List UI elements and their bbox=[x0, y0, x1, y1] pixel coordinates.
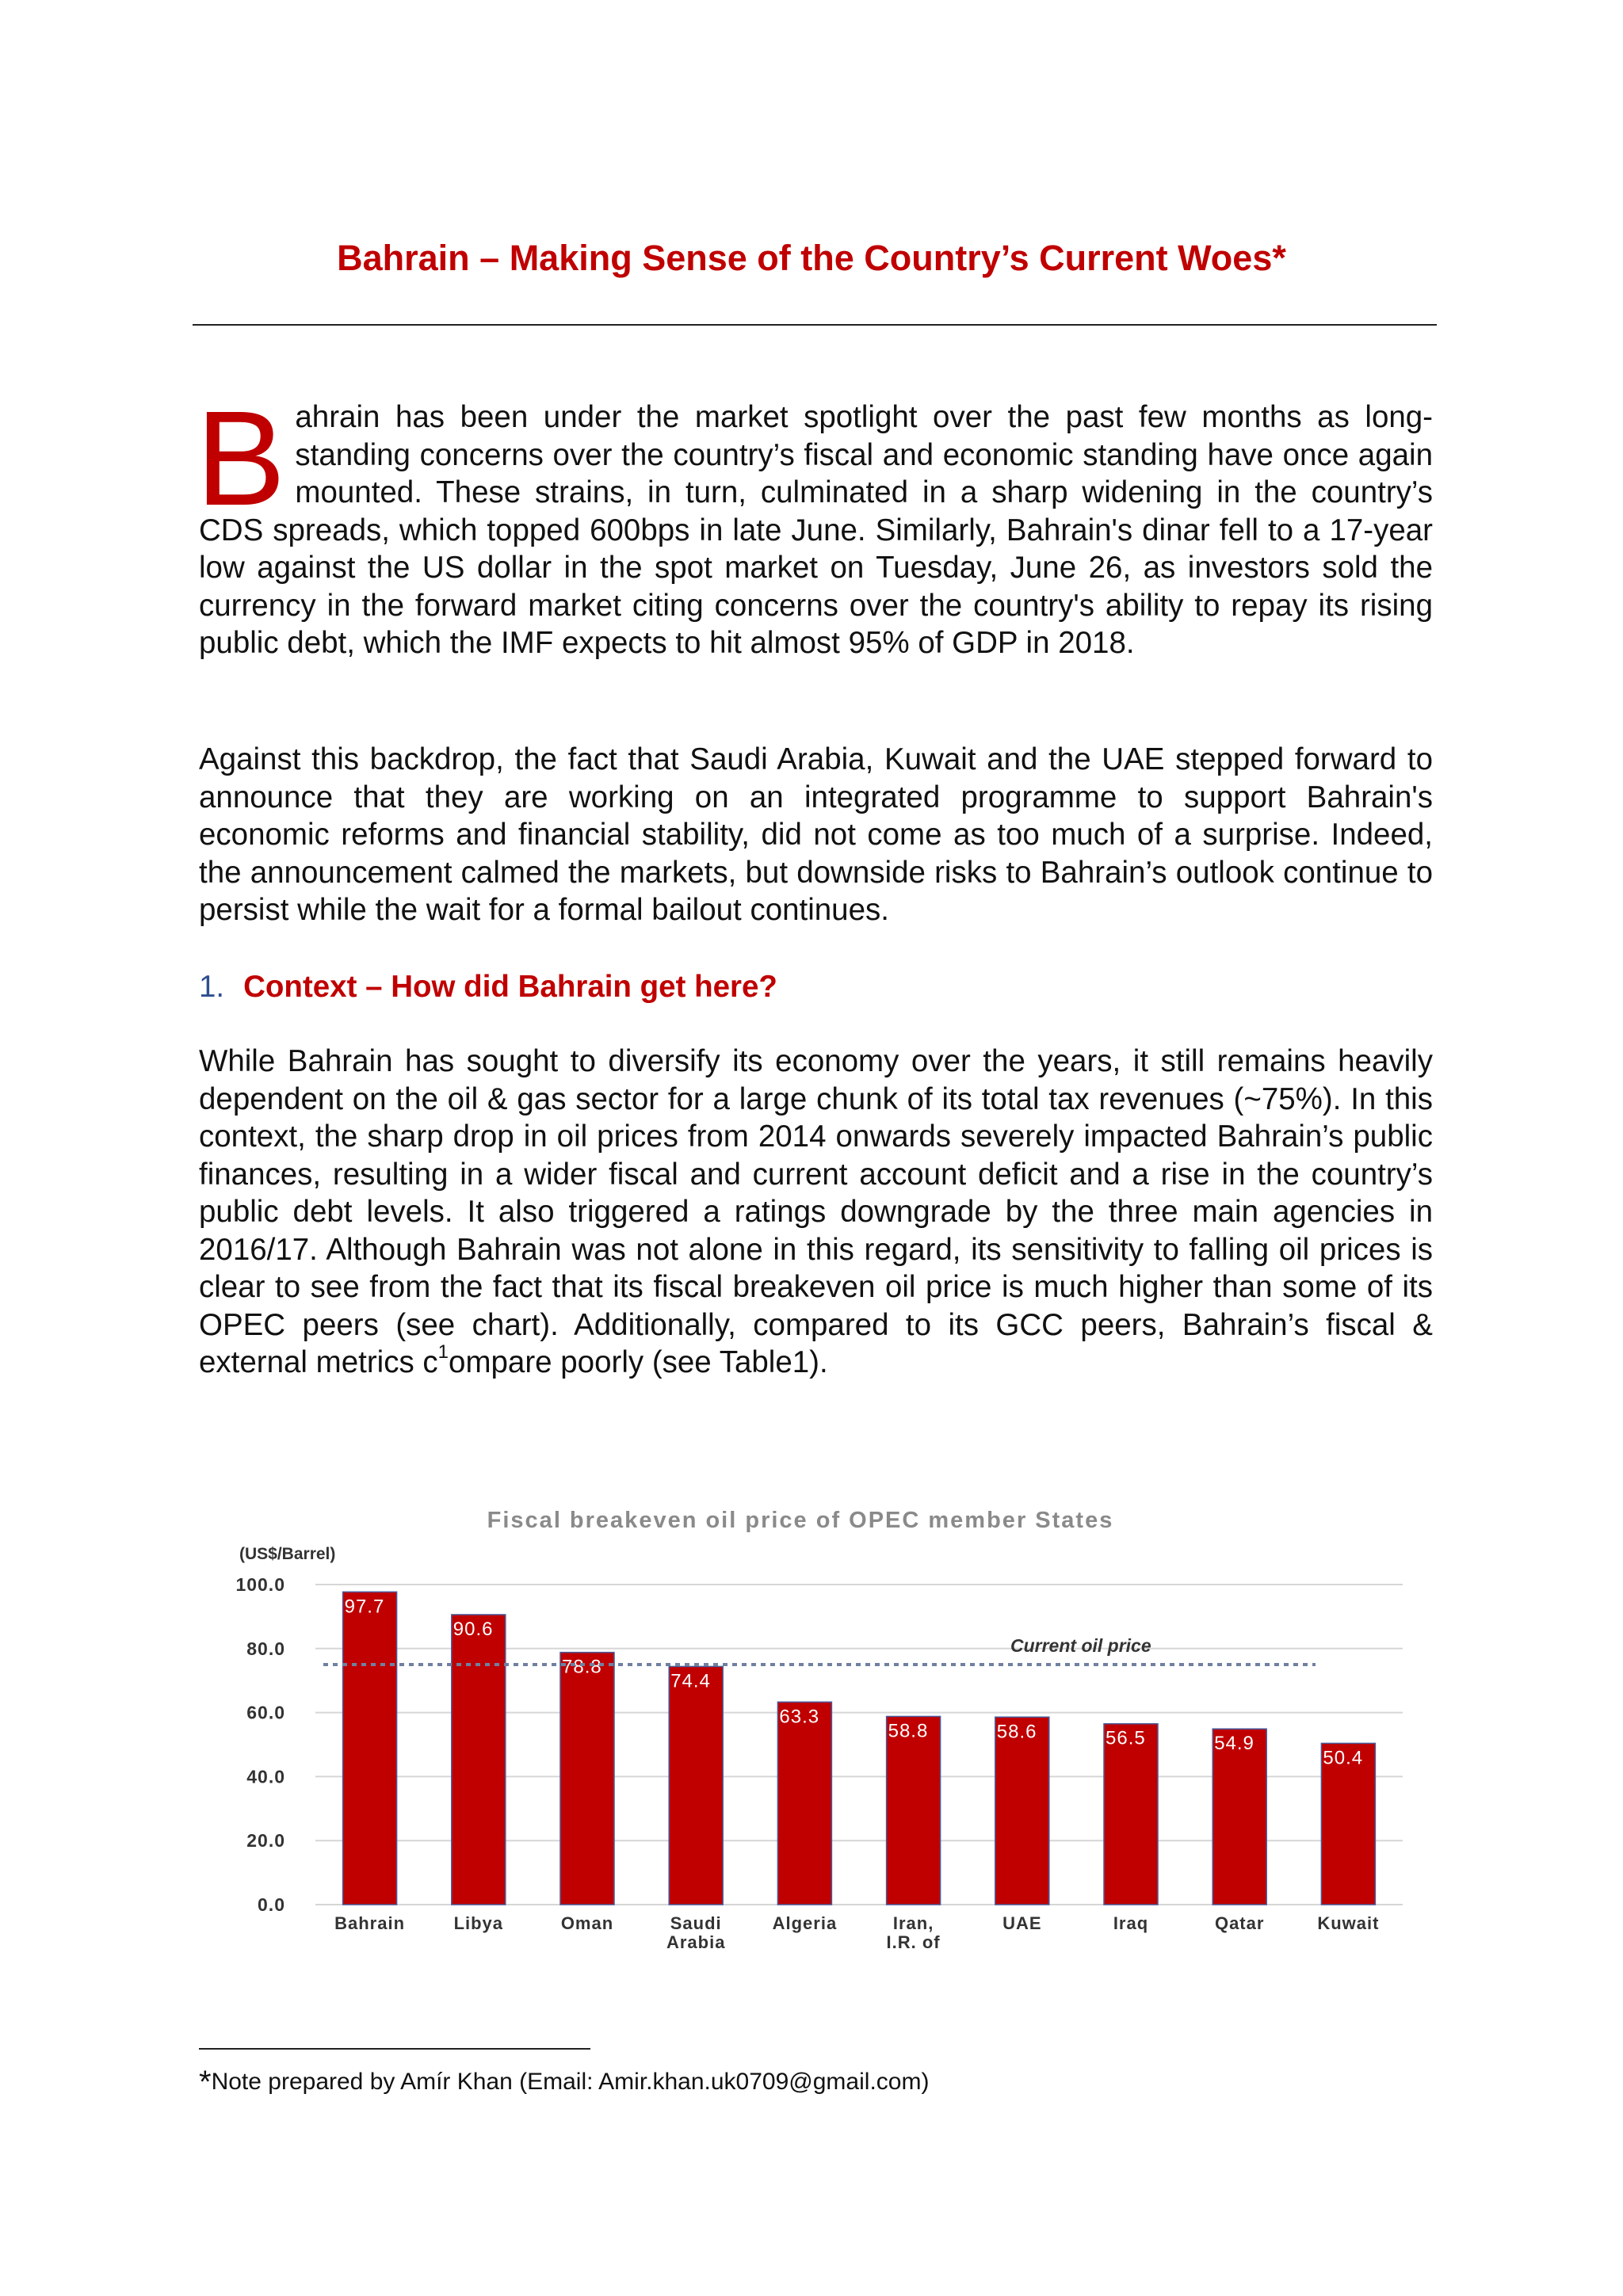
drop-cap: B bbox=[196, 383, 286, 534]
chart-bar bbox=[777, 1702, 831, 1905]
chart-category-label: Saudi bbox=[670, 1913, 722, 1933]
footnote-marker: * bbox=[199, 2065, 212, 2100]
chart-category-label: I.R. of bbox=[886, 1932, 941, 1952]
chart-category-label: Libya bbox=[453, 1913, 504, 1933]
chart-y-tick-label: 40.0 bbox=[246, 1766, 285, 1787]
chart-y-tick-label: 100.0 bbox=[235, 1574, 285, 1595]
chart-y-tick-label: 60.0 bbox=[246, 1702, 285, 1723]
chart-y-axis-label: (US$/Barrel) bbox=[239, 1545, 336, 1563]
chart-bar-value-label: 78.8 bbox=[562, 1656, 602, 1678]
chart-bar bbox=[343, 1592, 397, 1905]
document-title: Bahrain – Making Sense of the Country’s Current Woes* bbox=[337, 238, 1286, 278]
footnote bbox=[199, 2065, 930, 2100]
title-divider bbox=[193, 324, 1437, 326]
chart-bar-value-label: 56.5 bbox=[1106, 1727, 1146, 1749]
chart-category-label: Oman bbox=[560, 1913, 614, 1933]
chart-category-label: Iran, bbox=[892, 1913, 934, 1933]
section-title: Context – How did Bahrain get here? bbox=[243, 970, 777, 1004]
chart-category-label: Iraq bbox=[1113, 1913, 1149, 1933]
chart-bar-value-label: 63.3 bbox=[779, 1706, 820, 1728]
chart-bar bbox=[887, 1716, 941, 1905]
chart-title: Fiscal breakeven oil price of OPEC member States bbox=[487, 1508, 1114, 1533]
chart-y-tick-label: 80.0 bbox=[246, 1638, 285, 1659]
chart-bar bbox=[995, 1717, 1049, 1905]
chart-category-label: Bahrain bbox=[334, 1913, 406, 1933]
chart-category-label: Kuwait bbox=[1317, 1913, 1380, 1933]
footnote-reference: 1 bbox=[437, 1341, 449, 1363]
chart-category-label: UAE bbox=[1002, 1913, 1042, 1933]
chart-bar-value-label: 58.6 bbox=[996, 1721, 1037, 1743]
chart-bar-value-label: 74.4 bbox=[670, 1670, 711, 1692]
section-heading-context bbox=[199, 968, 777, 1006]
intro-text: ahrain has been under the market spotlight over the past few months as long-standing concerns over the country’s fiscal and economic standing have once again mounted. These strains, in turn, culminated in a sharp widening in the country’s CDS spreads, which topped 600bps in late June. Similarly, Bahrain's dinar fell to a 17-year low against the US dollar in the spot market on Tuesday, June 26, as investors sold the currency in the forward market citing concerns over the country's ability to repay its rising public debt, which the IMF expects to hit almost 95% of GDP in 2018. bbox=[199, 400, 1433, 660]
chart-bar bbox=[560, 1653, 614, 1905]
chart-bar-value-label: 90.6 bbox=[453, 1618, 494, 1640]
chart-bar bbox=[1212, 1729, 1266, 1905]
chart-bar bbox=[452, 1615, 506, 1905]
context-text-after: ompare poorly (see Table1). bbox=[449, 1345, 828, 1379]
chart-category-label: Arabia bbox=[666, 1932, 726, 1952]
backdrop-paragraph: Against this backdrop, the fact that Saudi Arabia, Kuwait and the UAE stepped forward to announce that they are working on an integrated programme to support Bahrain's economic reforms and financial stability, did not come as too much of a surprise. Indeed, the announcement calmed the markets, but downside risks to Bahrain’s outlook continue to persist while the wait for a formal bailout continues. bbox=[199, 742, 1433, 927]
intro-paragraph bbox=[196, 383, 1433, 662]
footnote-text: Note prepared by Amír Khan (Email: Amir.khan.uk0709@gmail.com) bbox=[211, 2069, 930, 2095]
chart-y-tick-label: 0.0 bbox=[258, 1894, 285, 1915]
footnote-divider bbox=[199, 2048, 590, 2050]
chart-bar-value-label: 54.9 bbox=[1214, 1733, 1254, 1755]
context-text-before: While Bahrain has sought to diversify its economy over the years, it still remains heavily dependent on the oil & gas sector for a large chunk of its total tax revenues (~75%). In this context, the sharp drop in oil prices from 2014 onwards severely impacted Bahrain’s public finances, resulting in a wider fiscal and current account deficit and a rise in the country’s public debt levels. It also triggered a ratings downgrade by the three main agencies in 2016/17. Although Bahrain was not alone in this regard, its sensitivity to falling oil prices is clear to see from the fact that its fiscal breakeven oil price is much higher than some of its OPEC peers (see chart). Additionally, compared to its GCC peers, Bahrain’s fiscal & external metrics c bbox=[199, 1044, 1433, 1379]
chart-bar bbox=[669, 1666, 723, 1905]
chart-y-tick-label: 20.0 bbox=[246, 1830, 285, 1852]
chart-reference-label: Current oil price bbox=[1010, 1635, 1151, 1656]
chart-bar-value-label: 58.8 bbox=[888, 1720, 929, 1742]
chart-bar-value-label: 50.4 bbox=[1323, 1747, 1364, 1769]
section-number: 1. bbox=[199, 970, 225, 1004]
breakeven-oil-price-chart bbox=[190, 1497, 1411, 1965]
chart-bar-value-label: 97.7 bbox=[344, 1596, 385, 1618]
context-paragraph bbox=[199, 1043, 1433, 1382]
chart-category-label: Qatar bbox=[1214, 1913, 1265, 1933]
chart-category-label: Algeria bbox=[772, 1913, 838, 1933]
chart-bar bbox=[1104, 1724, 1158, 1905]
